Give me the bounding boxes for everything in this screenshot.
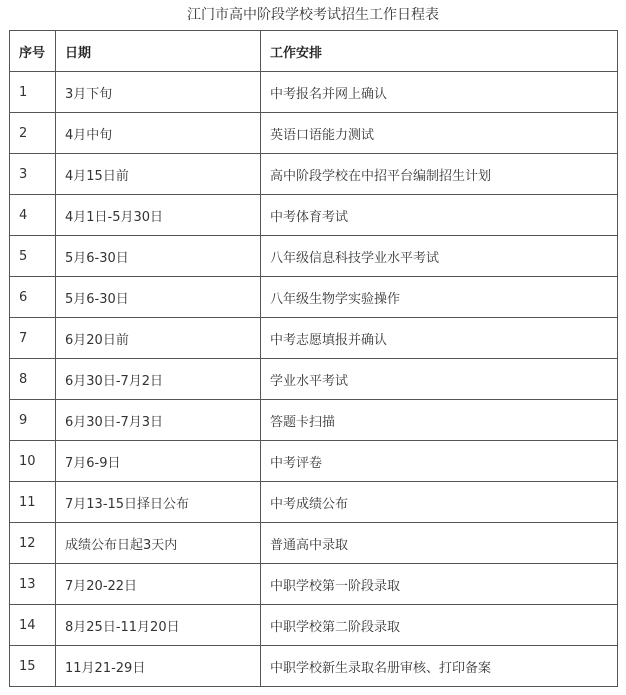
cell-task: 普通高中录取 (261, 523, 618, 564)
table-row (10, 523, 618, 564)
table-row (10, 482, 618, 523)
cell-no: 10 (10, 441, 56, 482)
cell-no: 15 (10, 646, 56, 687)
cell-no: 5 (10, 236, 56, 277)
cell-date: 4月1日-5月30日 (56, 195, 261, 236)
table-body (10, 72, 618, 687)
cell-date: 4月中旬 (56, 113, 261, 154)
cell-date: 7月20-22日 (56, 564, 261, 605)
cell-no: 12 (10, 523, 56, 564)
cell-date: 6月30日-7月2日 (56, 359, 261, 400)
cell-task: 英语口语能力测试 (261, 113, 618, 154)
cell-task: 中考报名并网上确认 (261, 72, 618, 113)
cell-task: 中职学校第一阶段录取 (261, 564, 618, 605)
cell-date: 7月6-9日 (56, 441, 261, 482)
cell-task: 中考评卷 (261, 441, 618, 482)
cell-date: 6月20日前 (56, 318, 261, 359)
table-row (10, 441, 618, 482)
cell-no: 14 (10, 605, 56, 646)
table-row (10, 605, 618, 646)
table-row (10, 277, 618, 318)
cell-task: 八年级生物学实验操作 (261, 277, 618, 318)
table-row (10, 72, 618, 113)
cell-no: 1 (10, 72, 56, 113)
cell-date: 3月下旬 (56, 72, 261, 113)
table-row (10, 400, 618, 441)
cell-no: 4 (10, 195, 56, 236)
cell-date: 5月6-30日 (56, 277, 261, 318)
header-row (10, 31, 618, 72)
cell-task: 答题卡扫描 (261, 400, 618, 441)
table-title: 江门市高中阶段学校考试招生工作日程表 (187, 7, 439, 23)
cell-task: 中考志愿填报并确认 (261, 318, 618, 359)
header-no: 序号 (10, 31, 56, 72)
cell-task: 学业水平考试 (261, 359, 618, 400)
header-task: 工作安排 (261, 31, 618, 72)
cell-date: 成绩公布日起3天内 (56, 523, 261, 564)
cell-no: 9 (10, 400, 56, 441)
cell-task: 中职学校第二阶段录取 (261, 605, 618, 646)
table-row (10, 646, 618, 687)
cell-no: 11 (10, 482, 56, 523)
cell-date: 8月25日-11月20日 (56, 605, 261, 646)
cell-no: 3 (10, 154, 56, 195)
cell-task: 八年级信息科技学业水平考试 (261, 236, 618, 277)
cell-no: 13 (10, 564, 56, 605)
table-row (10, 318, 618, 359)
table-row (10, 564, 618, 605)
cell-task: 高中阶段学校在中招平台编制招生计划 (261, 154, 618, 195)
table-row (10, 359, 618, 400)
cell-no: 8 (10, 359, 56, 400)
cell-date: 6月30日-7月3日 (56, 400, 261, 441)
table-header (10, 31, 618, 72)
cell-task: 中职学校新生录取名册审核、打印备案 (261, 646, 618, 687)
cell-no: 2 (10, 113, 56, 154)
schedule-table (9, 30, 618, 687)
table-row (10, 154, 618, 195)
cell-no: 6 (10, 277, 56, 318)
table-row (10, 195, 618, 236)
cell-date: 4月15日前 (56, 154, 261, 195)
table-row (10, 113, 618, 154)
cell-task: 中考体育考试 (261, 195, 618, 236)
table-row (10, 236, 618, 277)
cell-no: 7 (10, 318, 56, 359)
header-date: 日期 (56, 31, 261, 72)
cell-date: 7月13-15日择日公布 (56, 482, 261, 523)
cell-date: 5月6-30日 (56, 236, 261, 277)
cell-task: 中考成绩公布 (261, 482, 618, 523)
cell-date: 11月21-29日 (56, 646, 261, 687)
